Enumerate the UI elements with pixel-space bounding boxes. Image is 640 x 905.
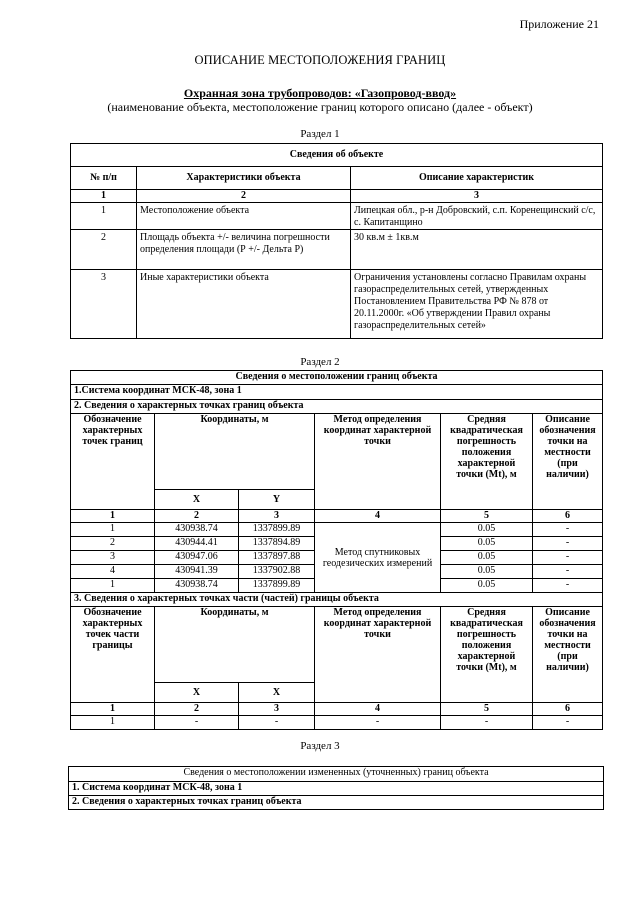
object-name-text: Охранная зона трубопроводов: «Газопровод-ввод» — [183, 86, 457, 100]
col-number-2: 2 — [155, 510, 239, 523]
point-description: - — [533, 565, 603, 579]
object-info-table — [70, 143, 603, 339]
point-error: 0.05 — [441, 551, 533, 565]
point-error: 0.05 — [441, 579, 533, 593]
point-y: 1337899.89 — [239, 523, 315, 537]
point-x: 430941.39 — [155, 565, 239, 579]
point-number: 1 — [71, 523, 155, 537]
col-number-3: 3 — [351, 190, 603, 203]
part-point-y: - — [239, 716, 315, 730]
object-info-title: Сведения об объекте — [71, 144, 603, 167]
appendix-label: Приложение 21 — [519, 17, 599, 31]
col-header-part-description: Описание обозначения точки на местности (при наличии) — [533, 607, 603, 703]
col-number-1: 1 — [71, 703, 155, 716]
col-number-2: 2 — [137, 190, 351, 203]
part-point-number: 1 — [71, 716, 155, 730]
section3-points-title: 2. Сведения о характерных точках границ объекта — [69, 796, 604, 810]
col-number-3: 3 — [239, 510, 315, 523]
row-description: Липецкая обл., р-н Добровский, с.п. Коренещинский с/с, с. Капитанщино — [351, 203, 603, 230]
table-row — [71, 270, 603, 339]
point-number: 1 — [71, 579, 155, 593]
col-header-characteristic: Характеристики объекта — [137, 167, 351, 190]
points-section-title: 2. Сведения о характерных точках границ объекта — [71, 400, 603, 414]
col-header-y: Y — [239, 490, 315, 510]
point-number: 4 — [71, 565, 155, 579]
point-error: 0.05 — [441, 523, 533, 537]
row-characteristic: Иные характеристики объекта — [137, 270, 351, 339]
point-number: 2 — [71, 537, 155, 551]
object-name — [0, 86, 640, 101]
coordinate-system-label: 1.Система координат МСК-48, зона 1 — [71, 385, 603, 400]
document-title: ОПИСАНИЕ МЕСТОПОЛОЖЕНИЯ ГРАНИЦ — [194, 53, 446, 67]
table-row — [71, 203, 603, 230]
col-header-coordinates: Координаты, м — [155, 414, 315, 490]
point-y: 1337899.89 — [239, 579, 315, 593]
changed-boundaries-table — [68, 766, 604, 810]
row-description: 30 кв.м ± 1кв.м — [351, 230, 603, 270]
col-number-5: 5 — [441, 703, 533, 716]
col-number-1: 1 — [71, 190, 137, 203]
point-y: 1337894.89 — [239, 537, 315, 551]
col-header-point: Обозначение характерных точек границ — [71, 414, 155, 510]
point-x: 430947.06 — [155, 551, 239, 565]
point-description: - — [533, 523, 603, 537]
table-row — [71, 716, 603, 730]
parts-section-title: 3. Сведения о характерных точках части (частей) границы объекта — [71, 593, 603, 607]
table-row — [71, 523, 603, 537]
col-header-description: Описание характеристик — [351, 167, 603, 190]
part-point-error: - — [441, 716, 533, 730]
point-x: 430938.74 — [155, 523, 239, 537]
col-number-4: 4 — [315, 703, 441, 716]
col-number-6: 6 — [533, 703, 603, 716]
row-number: 3 — [71, 270, 137, 339]
col-header-part-coordinates: Координаты, м — [155, 607, 315, 683]
boundary-points-table — [70, 370, 603, 730]
point-error: 0.05 — [441, 565, 533, 579]
part-point-description: - — [533, 716, 603, 730]
col-header-point-description: Описание обозначения точки на местности (при наличии) — [533, 414, 603, 510]
section-1-label: Раздел 1 — [300, 128, 340, 140]
col-header-part-point: Обозначение характерных точек части границы — [71, 607, 155, 703]
boundary-table-title: Сведения о местоположении границ объекта — [71, 371, 603, 385]
point-description: - — [533, 579, 603, 593]
object-note: (наименование объекта, местоположение границ которого описано (далее - объект) — [107, 100, 533, 114]
col-number-3: 3 — [239, 703, 315, 716]
col-header-number: № п/п — [71, 167, 137, 190]
point-description: - — [533, 537, 603, 551]
point-x: 430944.41 — [155, 537, 239, 551]
point-x: 430938.74 — [155, 579, 239, 593]
point-description: - — [533, 551, 603, 565]
col-number-2: 2 — [155, 703, 239, 716]
row-characteristic: Площадь объекта +/- величина погрешности определения площади (Р +/- Дельта Р) — [137, 230, 351, 270]
col-header-part-method: Метод определения координат характерной точки — [315, 607, 441, 703]
point-y: 1337897.88 — [239, 551, 315, 565]
point-y: 1337902.88 — [239, 565, 315, 579]
col-header-method: Метод определения координат характерной точки — [315, 414, 441, 510]
row-number: 2 — [71, 230, 137, 270]
point-method: Метод спутниковых геодезических измерений — [315, 523, 441, 593]
section-3-label: Раздел 3 — [300, 740, 340, 752]
section3-coordinate-system: 1. Система координат МСК-48, зона 1 — [69, 782, 604, 796]
part-point-x: - — [155, 716, 239, 730]
point-error: 0.05 — [441, 537, 533, 551]
row-number: 1 — [71, 203, 137, 230]
section-2-label: Раздел 2 — [300, 356, 340, 368]
col-header-part-y: X — [239, 683, 315, 703]
col-header-error: Средняя квадратическая погрешность положения характерной точки (Mt), м — [441, 414, 533, 510]
col-header-part-error: Средняя квадратическая погрешность положения характерной точки (Mt), м — [441, 607, 533, 703]
col-number-1: 1 — [71, 510, 155, 523]
col-number-4: 4 — [315, 510, 441, 523]
col-number-6: 6 — [533, 510, 603, 523]
table-row — [71, 230, 603, 270]
row-characteristic: Местоположение объекта — [137, 203, 351, 230]
part-point-method: - — [315, 716, 441, 730]
point-number: 3 — [71, 551, 155, 565]
changed-boundaries-title: Сведения о местоположении измененных (уточненных) границ объекта — [69, 767, 604, 782]
col-header-x: X — [155, 490, 239, 510]
col-number-5: 5 — [441, 510, 533, 523]
col-header-part-x: X — [155, 683, 239, 703]
row-description: Ограничения установлены согласно Правилам охраны газораспределительных сетей, утвержденных Постановлением Правительства РФ № 878 от 20.11.2000г. «Об утверждении Правил охраны газораспределительных сетей» — [351, 270, 603, 339]
